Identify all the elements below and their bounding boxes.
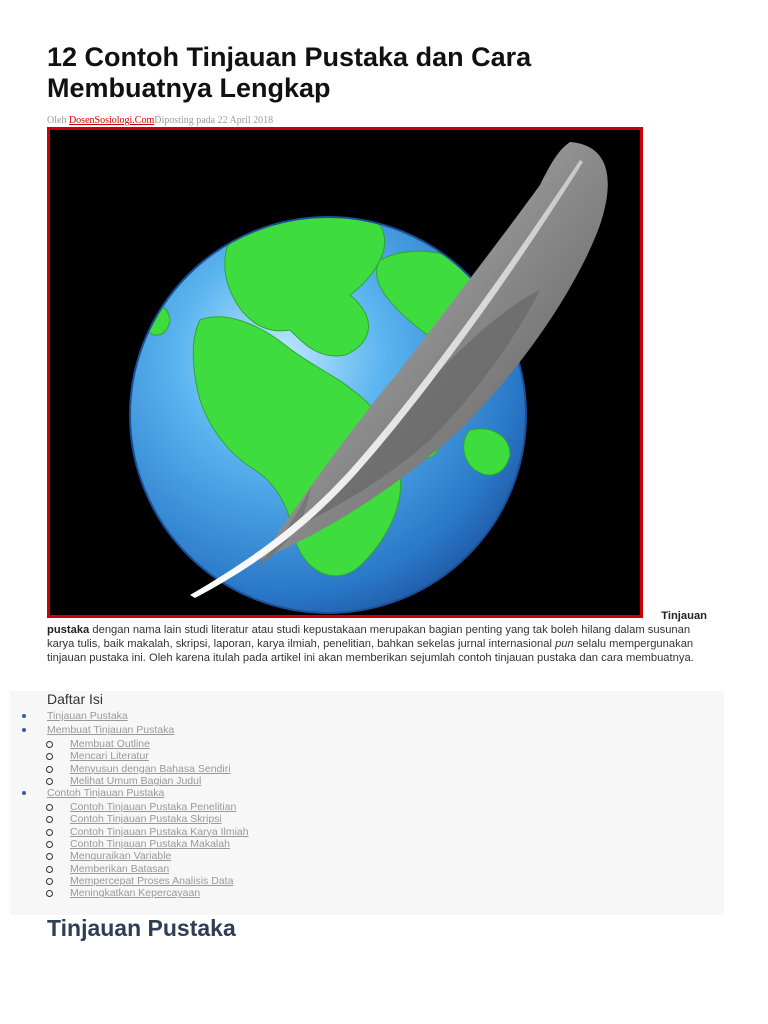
toc-item — [10, 710, 724, 724]
hero-image — [47, 127, 643, 618]
circle-bullet-icon — [46, 878, 53, 885]
intro-text-b: selalu mempergunakan tinjauan pustaka ini. Oleh karena itulah pada artikel ini akan memberikan sejumlah contoh tinjauan pustaka dan cara membuatnya. — [47, 638, 694, 664]
toc-subitem — [10, 887, 724, 899]
toc-subitem — [10, 850, 724, 862]
intro-lead-part1: Tinjauan — [661, 610, 707, 622]
toc-subitem — [10, 775, 724, 787]
toc-link[interactable]: Mencari Literatur — [70, 750, 149, 763]
section-heading: Tinjauan Pustaka — [47, 915, 236, 941]
circle-bullet-icon — [46, 853, 53, 860]
toc-list — [10, 710, 724, 900]
toc-link[interactable]: Contoh Tinjauan Pustaka Skripsi — [70, 813, 222, 826]
toc-subitem — [10, 801, 724, 813]
toc-subitem — [10, 813, 724, 825]
toc-link[interactable]: Contoh Tinjauan Pustaka — [47, 787, 165, 800]
circle-bullet-icon — [46, 829, 53, 836]
toc-link[interactable]: Memberikan Batasan — [70, 862, 170, 875]
toc-link[interactable]: Contoh Tinjauan Pustaka Makalah — [70, 838, 230, 851]
toc-subitem — [10, 863, 724, 875]
author-link[interactable]: DosenSosiologi.Com — [68, 115, 155, 126]
toc-link[interactable]: Meningkatkan Kepercayaan — [70, 887, 201, 900]
toc-link[interactable]: Menyusun dengan Bahasa Sendiri — [70, 762, 231, 775]
bullet-icon — [22, 714, 26, 718]
toc-link[interactable]: Menguraikan Variable — [70, 850, 172, 863]
intro-emphasis: pun — [555, 638, 574, 650]
circle-bullet-icon — [46, 841, 53, 848]
article-title: 12 Contoh Tinjauan Pustaka dan Cara Membuatnya Lengkap — [47, 42, 532, 103]
table-of-contents — [10, 691, 724, 915]
circle-bullet-icon — [46, 816, 53, 823]
globe-quill-illustration — [50, 130, 640, 615]
circle-bullet-icon — [46, 741, 53, 748]
toc-subitem — [10, 875, 724, 887]
toc-link[interactable]: Mempercepat Proses Analisis Data — [70, 874, 234, 887]
toc-item — [10, 787, 724, 801]
toc-link[interactable]: Membuat Tinjauan Pustaka — [47, 724, 175, 736]
bullet-icon — [22, 728, 26, 732]
intro-text-a: dengan nama lain studi literatur atau studi kepustakaan merupakan bagian penting yang tak boleh hilang dalam susunan karya tulis, baik makalah, skripsi, laporan, karya ilmiah, penelitian, bahkan sekelas jurnal internasional — [47, 624, 691, 650]
toc-link[interactable]: Contoh Tinjauan Pustaka Karya Ilmiah — [70, 825, 249, 838]
toc-subitem — [10, 826, 724, 838]
toc-link[interactable]: Melihat Umum Bagian Judul — [70, 774, 202, 787]
byline-prefix: Oleh — [47, 115, 67, 126]
posted-date: Diposting pada 22 April 2018 — [154, 115, 274, 126]
article-byline — [47, 115, 273, 126]
circle-bullet-icon — [46, 766, 53, 773]
toc-title: Daftar Isi — [47, 691, 104, 707]
toc-subitem — [10, 750, 724, 762]
toc-subitem — [10, 763, 724, 775]
toc-link[interactable]: Contoh Tinjauan Pustaka Penelitian — [70, 801, 237, 814]
bullet-icon — [22, 791, 26, 795]
intro-lead-part2: pustaka — [47, 624, 90, 636]
circle-bullet-icon — [46, 753, 53, 760]
toc-subitem — [10, 738, 724, 750]
toc-item — [10, 724, 724, 738]
circle-bullet-icon — [46, 804, 53, 811]
circle-bullet-icon — [46, 778, 53, 785]
toc-subitem — [10, 838, 724, 850]
toc-link[interactable]: Membuat Outline — [70, 738, 150, 750]
circle-bullet-icon — [46, 866, 53, 873]
toc-link[interactable]: Tinjauan Pustaka — [47, 710, 128, 722]
intro-paragraph — [47, 609, 707, 665]
circle-bullet-icon — [46, 890, 53, 897]
